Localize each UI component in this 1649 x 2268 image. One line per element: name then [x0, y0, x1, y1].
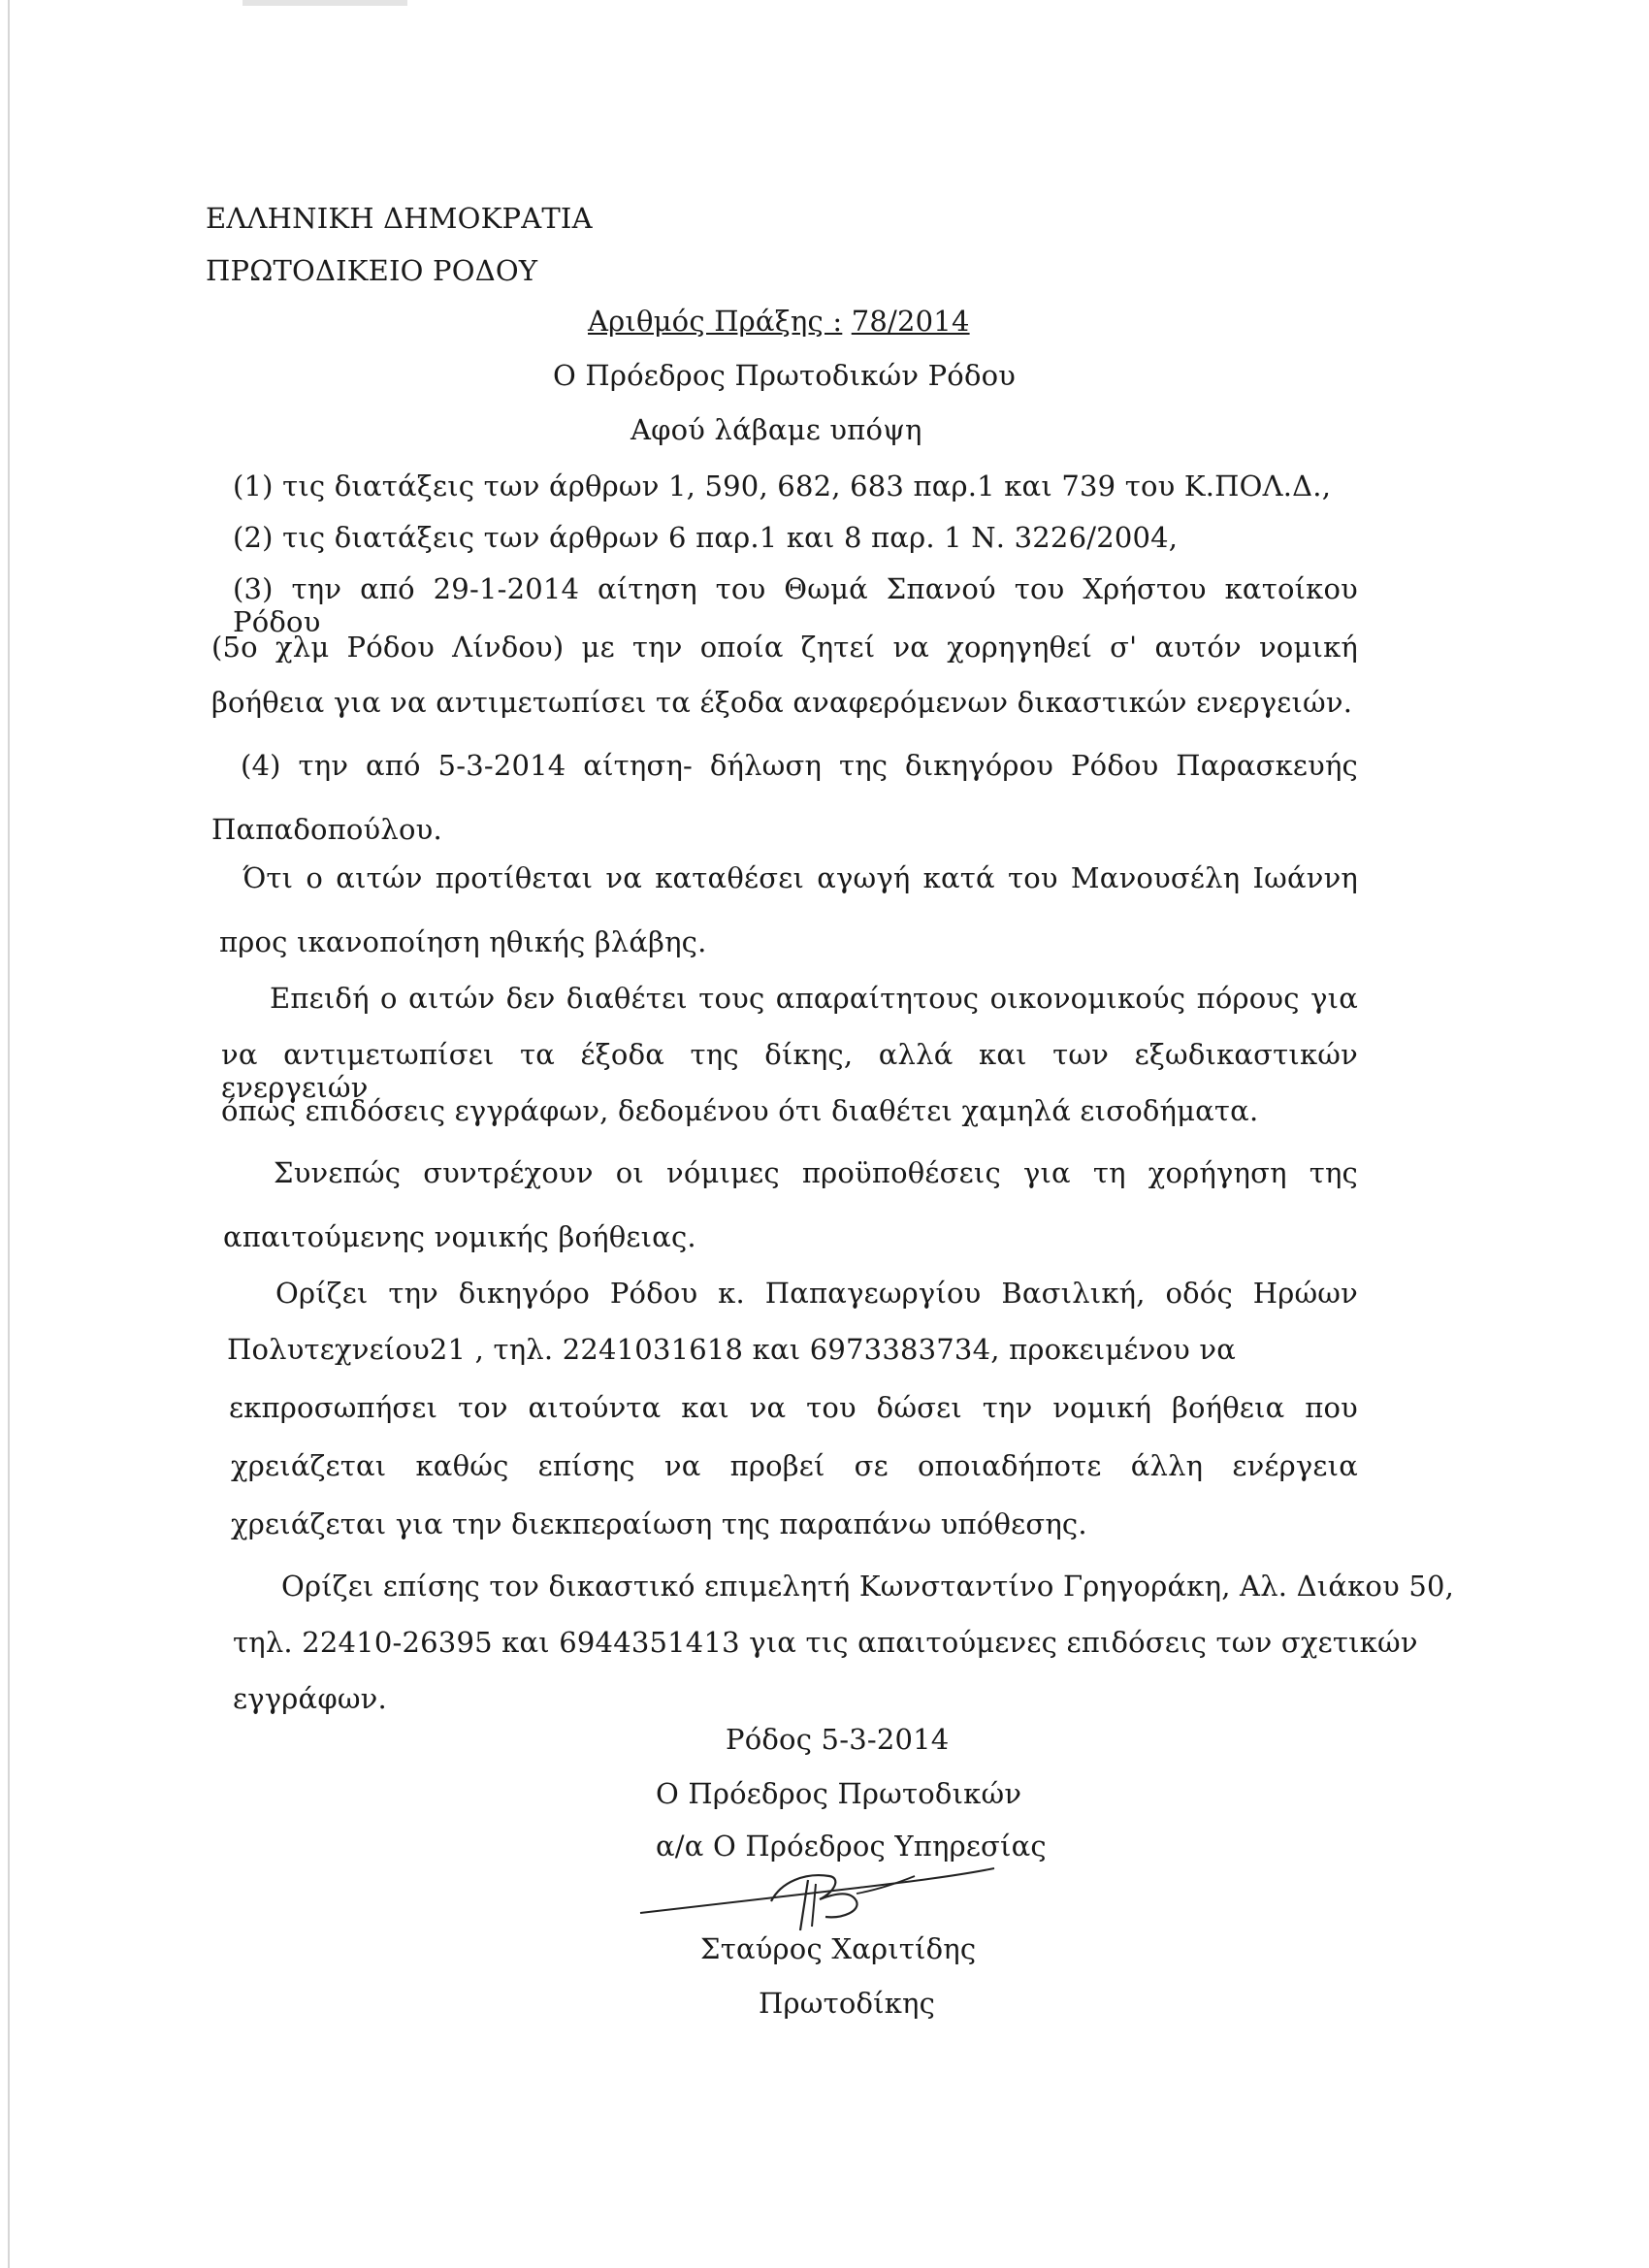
body-line-10: εκπροσωπήσει τον αιτούντα και να του δώσει την νομική βοήθεια που	[229, 1391, 1358, 1424]
act-number-label: Αριθμός Πράξης :	[588, 305, 843, 338]
body-line-7: απαιτούμενης νομικής βοήθειας.	[223, 1220, 696, 1253]
scan-edge-shadow	[8, 0, 10, 2268]
republic-heading: ΕΛΛΗΝΙΚΗ ΔΗΜΟΚΡΑΤΙΑ	[206, 202, 593, 235]
signer-name: Σταύρος Χαριτίδης	[700, 1932, 977, 1965]
consideration-2: (2) τις διατάξεις των άρθρων 6 παρ.1 και 8 παρ. 1 Ν. 3226/2004,	[233, 521, 1179, 554]
body-line-13: Ορίζει επίσης τον δικαστικό επιμελητή Κωνσταντίνο Γρηγοράκη, Αλ. Διάκου 50,	[281, 1570, 1455, 1603]
closing-title: Ο Πρόεδρος Πρωτοδικών	[656, 1777, 1022, 1810]
on-behalf-line: α/α Ο Πρόεδρος Υπηρεσίας	[656, 1830, 1047, 1863]
body-line-11: χρειάζεται καθώς επίσης να προβεί σε οποιαδήποτε άλλη ενέργεια	[231, 1449, 1358, 1482]
court-heading: ΠΡΩΤΟΔΙΚΕΙΟ ΡΟΔΟΥ	[206, 254, 538, 287]
body-line-1: Ότι ο αιτών προτίθεται να καταθέσει αγωγή κατά του Μανουσέλη Ιωάννη	[242, 861, 1358, 894]
body-line-3: Επειδή ο αιτών δεν διαθέτει τους απαραίτητους οικονομικούς πόρους για	[270, 982, 1358, 1015]
place-date: Ρόδος 5-3-2014	[726, 1723, 950, 1756]
consideration-3: (3) την από 29-1-2014 αίτηση του Θωμά Σπανού του Χρήστου κατοίκου Ρόδου	[233, 572, 1358, 638]
signer-rank: Πρωτοδίκης	[759, 1987, 936, 2020]
body-line-15: εγγράφων.	[233, 1682, 387, 1715]
body-line-12: χρειάζεται για την διεκπεραίωση της παραπάνω υπόθεσης.	[231, 1507, 1087, 1540]
consideration-3-cont: (5ο χλμ Ρόδου Λίνδου) με την οποία ζητεί να χορηγηθεί σ' αυτόν νομική	[211, 631, 1358, 664]
body-line-6: Συνεπώς συντρέχουν οι νόμιμες προϋποθέσεις για τη χορήγηση της	[274, 1156, 1358, 1189]
considering-line: Αφού λάβαμε υπόψη	[630, 413, 922, 446]
body-line-5: όπως επιδόσεις εγγράφων, δεδομένου ότι διαθέτει χαμηλά εισοδήματα.	[221, 1094, 1259, 1127]
scan-artifact	[242, 0, 407, 6]
body-line-9: Πολυτεχνείου21 , τηλ. 2241031618 και 6973383734, προκειμένου να	[227, 1333, 1236, 1366]
act-number-value: 78/2014	[851, 305, 970, 338]
body-line-8: Ορίζει την δικηγόρο Ρόδου κ. Παπαγεωργίου Βασιλική, οδός Ηρώων	[275, 1277, 1358, 1310]
body-line-14: τηλ. 22410-26395 και 6944351413 για τις απαιτούμενες επιδόσεις των σχετικών	[233, 1626, 1418, 1659]
consideration-4: (4) την από 5-3-2014 αίτηση- δήλωση της δικηγόρου Ρόδου Παρασκευής	[241, 749, 1358, 782]
body-line-4: να αντιμετωπίσει τα έξοδα της δίκης, αλλά και των εξωδικαστικών ενεργειών	[221, 1038, 1358, 1104]
act-number	[588, 305, 970, 338]
issuer-line: Ο Πρόεδρος Πρωτοδικών Ρόδου	[553, 359, 1017, 392]
consideration-4-end: Παπαδοπούλου.	[211, 813, 442, 846]
consideration-1: (1) τις διατάξεις των άρθρων 1, 590, 682, 683 παρ.1 και 739 του Κ.ΠΟΛ.Δ.,	[233, 470, 1332, 502]
consideration-3-end: βοήθεια για να αντιμετωπίσει τα έξοδα αναφερόμενων δικαστικών ενεργειών.	[211, 686, 1353, 719]
body-line-2: προς ικανοποίηση ηθικής βλάβης.	[219, 925, 707, 958]
handwritten-signature	[635, 1855, 1004, 1942]
